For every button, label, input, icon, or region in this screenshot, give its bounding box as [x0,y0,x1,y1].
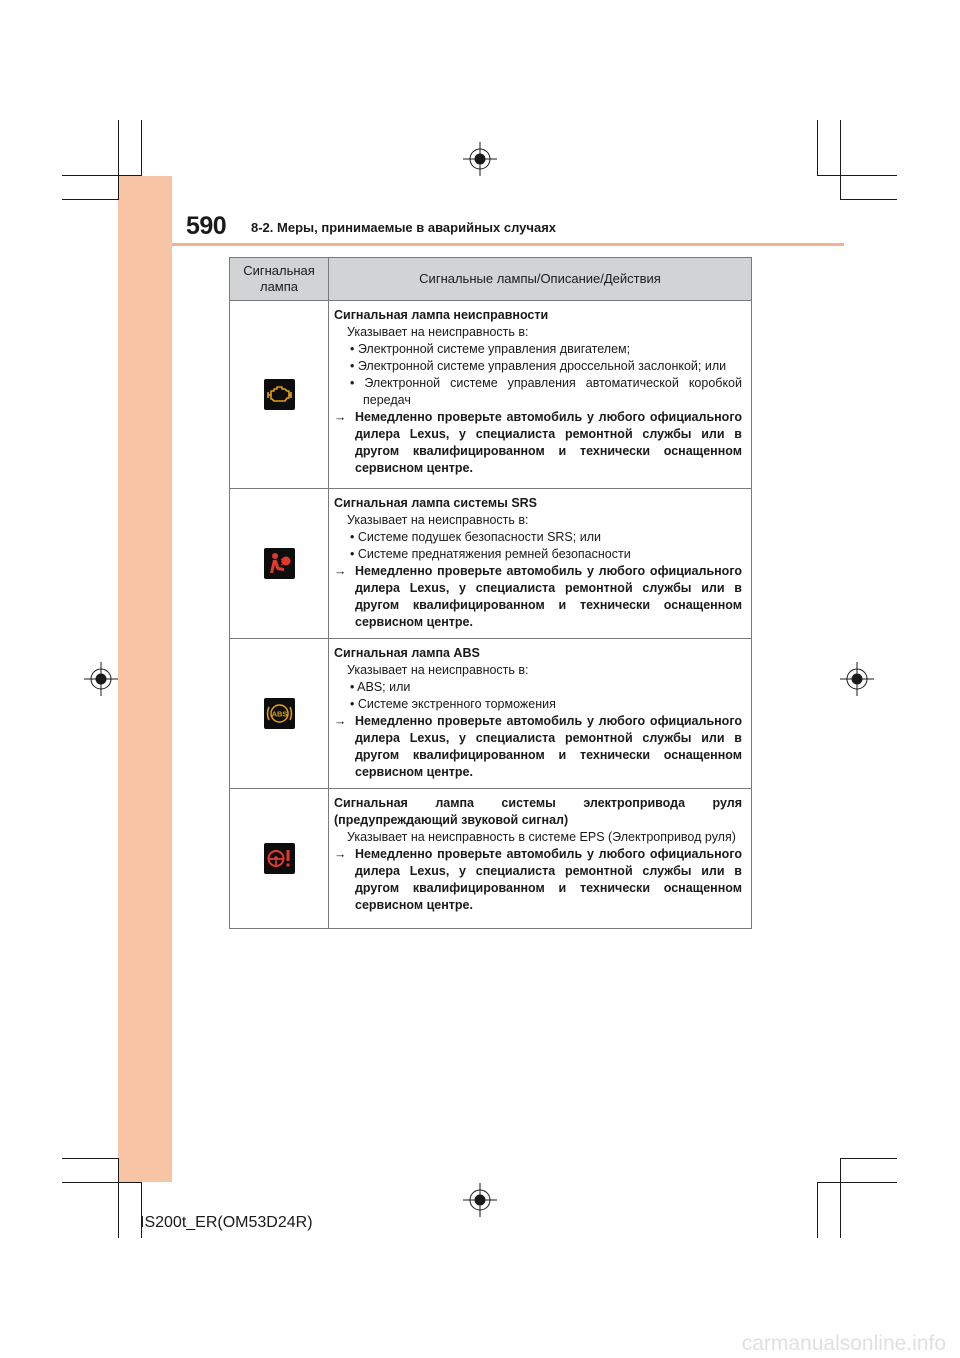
crop-mark [62,175,142,176]
lamp-bullet: • Системе преднатяжения ремней безопасности [350,547,631,561]
lamp-action-text: Немедленно проверьте автомобиль у любого официального дилера Lexus, у специалиста ремонтной службы или в другом квалифицированном и технически оснащенном сервисном центре. [355,847,742,912]
lamp-action [334,409,742,477]
lamp-bullet: • Электронной системе управления дроссельной заслонкой; или [350,359,727,373]
lamp-intro: Указывает на неисправность в системе EPS (Электропривод руля) [347,830,736,844]
lamp-icon-cell [230,789,329,929]
lamp-title: Сигнальная лампа ABS [334,646,480,660]
lamp-bullet: • ABS; или [350,680,411,694]
srs-airbag-icon [264,548,295,579]
header-rule [172,243,844,246]
lamp-intro: Указывает на неисправность в: [347,513,529,527]
arrow-right-icon: → [334,714,347,728]
table-row [230,639,752,789]
lamp-title: Сигнальная лампа неисправности [334,308,549,322]
abs-icon-text: ABS [271,709,287,719]
lamp-bullet: • Электронной системе управления автоматической коробкой передач [350,376,742,407]
table-row [230,301,752,489]
lamp-icon-cell [230,489,329,639]
lamp-description-cell [329,301,752,489]
lamp-bullet: • Системе экстренного торможения [350,697,556,711]
lamp-action-text: Немедленно проверьте автомобиль у любого официального дилера Lexus, у специалиста ремонтной службы или в другом квалифицированном и технически оснащенном сервисном центре. [355,714,742,779]
crop-mark [141,120,142,175]
lamp-bullet: • Системе подушек безопасности SRS; или [350,530,601,544]
crop-mark [840,1158,897,1159]
registration-mark-icon [84,662,118,696]
column-header-description: Сигнальные лампы/Описание/Действия [329,258,752,301]
lamp-action [334,713,742,781]
arrow-right-icon: → [334,564,347,578]
crop-mark [840,1158,841,1238]
crop-mark [817,1182,818,1238]
registration-mark-icon [463,1183,497,1217]
crop-mark [62,1158,119,1159]
crop-mark [118,120,119,199]
crop-mark [817,1182,897,1183]
lamp-action-text: Немедленно проверьте автомобиль у любого официального дилера Lexus, у специалиста ремонтной службы или в другом квалифицированном и технически оснащенном сервисном центре. [355,410,742,475]
section-title: 8-2. Меры, принимаемые в аварийных случаях [251,220,557,235]
lamp-action [334,563,742,631]
crop-mark [62,1182,142,1183]
registration-mark-icon [840,662,874,696]
watermark: carmanualsonline.info [741,1332,946,1355]
crop-mark [840,199,897,200]
crop-mark [817,175,897,176]
lamp-action [334,846,742,914]
lamp-action-text: Немедленно проверьте автомобиль у любого официального дилера Lexus, у специалиста ремонтной службы или в другом квалифицированном и технически оснащенном сервисном центре. [355,564,742,629]
lamp-title: Сигнальная лампа системы SRS [334,496,538,510]
model-code: IS200t_ER(OM53D24R) [140,1214,313,1231]
crop-mark [62,199,119,200]
lamp-title: Сигнальная лампа системы электропривода руля (предупреждающий звуковой сигнал) [334,796,742,827]
eps-steering-warning-icon [264,843,295,874]
lamp-intro: Указывает на неисправность в: [347,663,529,677]
lamp-icon-cell [230,301,329,489]
arrow-right-icon: → [334,410,347,424]
lamp-intro: Указывает на неисправность в: [347,325,529,339]
table-row [230,489,752,639]
crop-mark [817,120,818,175]
lamp-bullet: • Электронной системе управления двигателем; [350,342,631,356]
lamp-description-cell [329,639,752,789]
table-header-row [230,258,752,301]
lamp-description-cell [329,489,752,639]
crop-mark [118,1158,119,1238]
lamp-description-cell [329,789,752,929]
abs-icon [264,698,295,729]
check-engine-icon [264,379,295,410]
column-header-lamp: Сигнальная лампа [230,258,329,301]
side-color-band [118,176,172,1182]
registration-mark-icon [463,142,497,176]
lamp-icon-cell [230,639,329,789]
arrow-right-icon: → [334,847,347,861]
table-row [230,789,752,929]
warning-lamp-table [229,257,752,929]
page-number: 590 [186,212,227,240]
crop-mark [840,120,841,199]
